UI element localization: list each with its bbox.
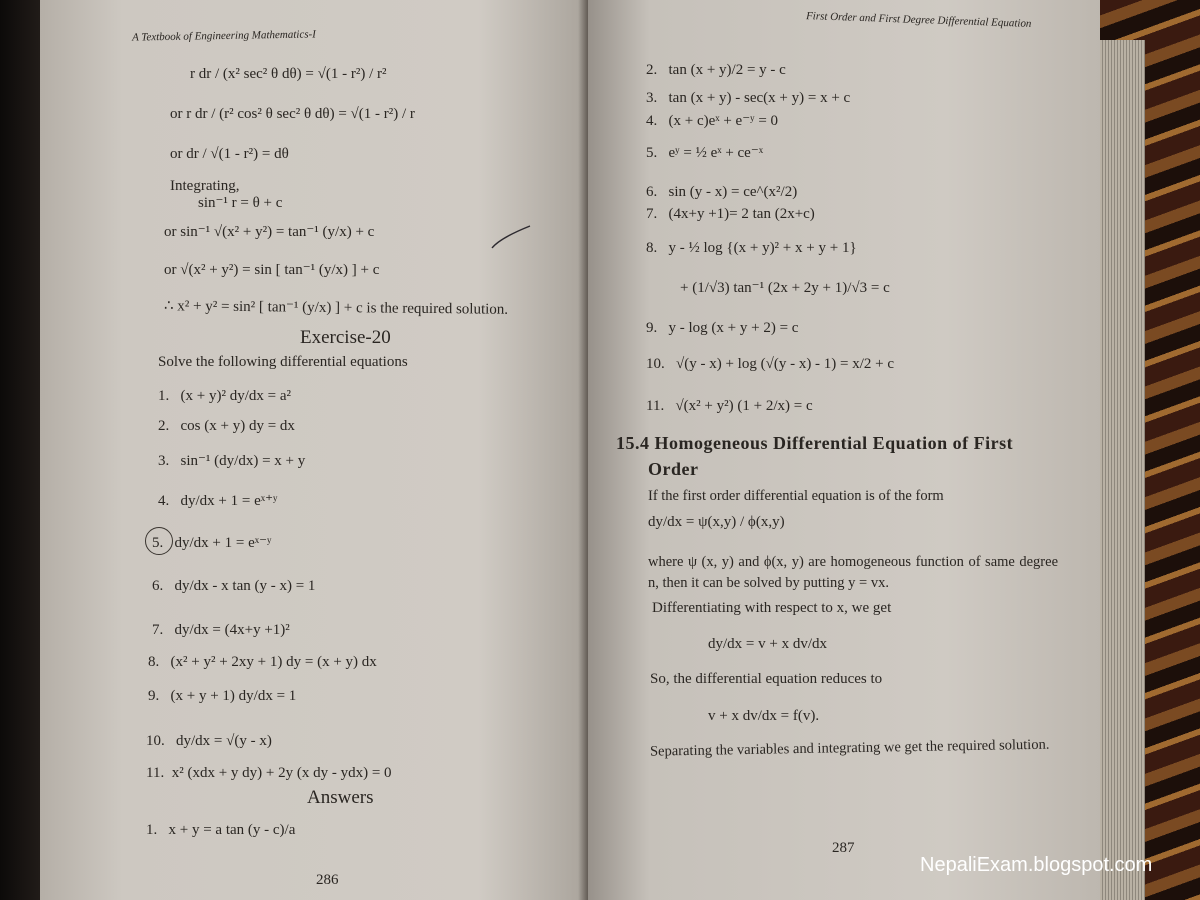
exercise-instruction: Solve the following differential equations — [158, 354, 408, 370]
exercise-title: Exercise-20 — [300, 327, 391, 348]
answer-item: 10. √(y - x) + log (√(y - x) - 1) = x/2 + c — [646, 356, 895, 372]
exercise-item: 4. dy/dx + 1 = eˣ⁺ʸ — [158, 493, 278, 509]
exercise-item: 5. dy/dx + 1 = eˣ⁻ʸ — [152, 535, 272, 551]
answer-item: 8. y - ½ log {(x + y)² + x + y + 1} — [646, 240, 857, 256]
exercise-item: 7. dy/dx = (4x+y +1)² — [152, 622, 290, 638]
left-running-header: A Textbook of Engineering Mathematics-I — [131, 28, 317, 44]
exercise-item: 11. x² (xdx + y dy) + 2y (x dy - ydx) = 0 — [146, 765, 392, 781]
answer-item: 5. eʸ = ½ eˣ + ce⁻ˣ — [646, 145, 764, 161]
exercise-item: 6. dy/dx - x tan (y - x) = 1 — [152, 578, 316, 594]
exercise-item: 1. (x + y)² dy/dx = a² — [158, 388, 291, 404]
answer-item: 3. tan (x + y) - sec(x + y) = x + c — [646, 90, 851, 106]
exercise-item: 3. sin⁻¹ (dy/dx) = x + y — [158, 453, 306, 469]
pen-circle-mark — [145, 527, 173, 555]
exercise-item: 10. dy/dx = √(y - x) — [146, 733, 272, 749]
left-page — [40, 0, 588, 900]
section-heading-continued: Order — [648, 459, 699, 479]
separating-paragraph: Separating the variables and integrating we get the required solution. — [649, 736, 1050, 760]
reduced-equation: v + x dv/dx = f(v). — [708, 708, 820, 724]
reduces-text: So, the differential equation reduces to — [650, 671, 883, 687]
answer-item: 11. √(x² + y²) (1 + 2/x) = c — [646, 398, 813, 414]
derivation-line: ∴ x² + y² = sin² [ tan⁻¹ (y/x) ] + c is the required solution. — [163, 298, 509, 318]
page-number: 287 — [832, 840, 855, 856]
exercise-item: 9. (x + y + 1) dy/dx = 1 — [148, 688, 297, 704]
derivation-line: or dr / √(1 - r²) = dθ — [170, 146, 289, 162]
answer-item-continued: + (1/√3) tan⁻¹ (2x + 2y + 1)/√3 = c — [680, 280, 890, 296]
answers-title: Answers — [307, 787, 374, 808]
derivation-line: Integrating, — [170, 178, 240, 194]
intro-paragraph: If the first order differential equation is of the form — [648, 488, 944, 504]
pen-tick-mark — [490, 224, 532, 252]
answer-item: 4. (x + c)eˣ + e⁻ʸ = 0 — [646, 113, 779, 129]
answer-item: 2. tan (x + y)/2 = y - c — [646, 62, 786, 78]
derivation-line: or √(x² + y²) = sin [ tan⁻¹ (y/x) ] + c — [164, 262, 380, 278]
exercise-item: 8. (x² + y² + 2xy + 1) dy = (x + y) dx — [148, 654, 377, 670]
derivation-line: sin⁻¹ r = θ + c — [198, 195, 283, 211]
derivation-line: or r dr / (r² cos² θ sec² θ dθ) = √(1 - r²) / r — [170, 106, 415, 122]
section-heading: 15.4 Homogeneous Differential Equation of First — [616, 433, 1014, 453]
derivation-line: r dr / (x² sec² θ dθ) = √(1 - r²) / r² — [190, 66, 387, 82]
derivation-line: or sin⁻¹ √(x² + y²) = tan⁻¹ (y/x) + c — [164, 224, 375, 240]
answer-item: 6. sin (y - x) = ce^(x²/2) — [646, 184, 798, 200]
exercise-item: 2. cos (x + y) dy = dx — [158, 418, 295, 434]
differentiated-equation: dy/dx = v + x dv/dx — [708, 636, 828, 652]
differentiating-text: Differentiating with respect to x, we get — [652, 600, 892, 616]
page-number: 286 — [316, 872, 339, 888]
homogeneous-form-equation: dy/dx = ψ(x,y) / ϕ(x,y) — [648, 514, 785, 530]
right-page — [588, 0, 1100, 900]
answer-item: 9. y - log (x + y + 2) = c — [646, 320, 799, 336]
right-running-header: First Order and First Degree Differential Equation — [805, 10, 1032, 30]
answer-item: 1. x + y = a tan (y - c)/a — [146, 822, 296, 838]
site-watermark: NepaliExam.blogspot.com — [920, 854, 1153, 876]
where-paragraph: where ψ (x, y) and ϕ(x, y) are homogeneous function of same degree n, then it can be solved by putting y = vx. — [648, 554, 1058, 592]
answer-item: 7. (4x+y +1)= 2 tan (2x+c) — [646, 206, 815, 222]
